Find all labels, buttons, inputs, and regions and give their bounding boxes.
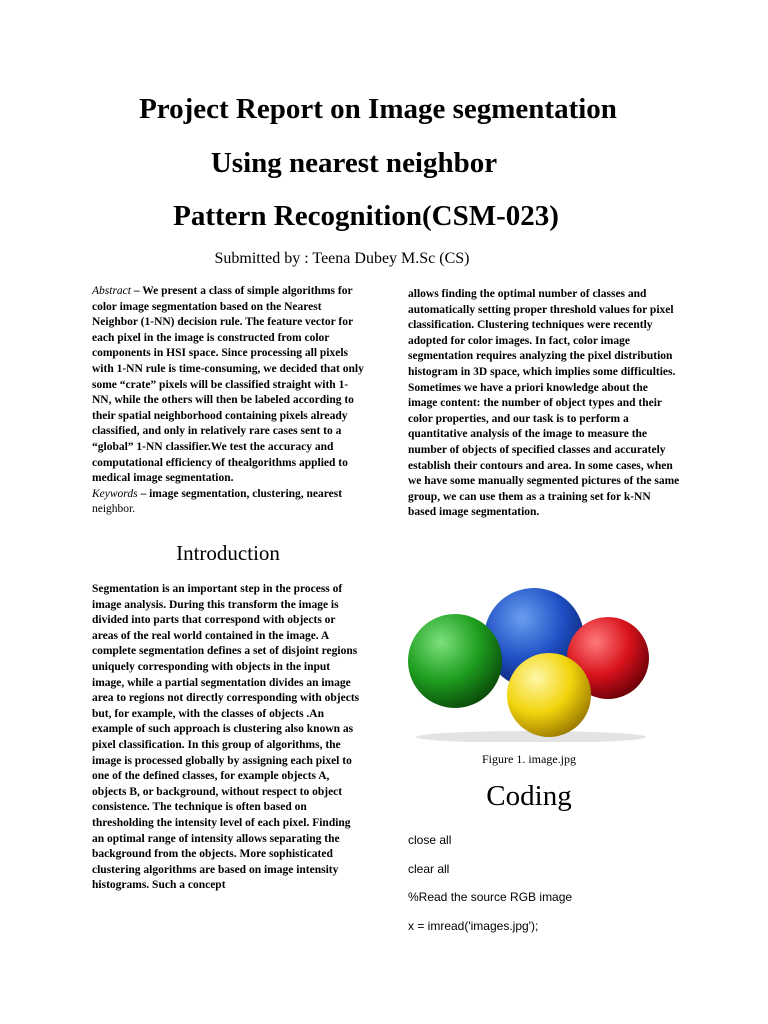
keywords-paragraph <box>92 487 364 518</box>
abstract-paragraph <box>92 284 364 487</box>
abstract-block <box>92 284 364 518</box>
coding-heading: Coding <box>486 780 572 812</box>
balls-illustration <box>406 582 652 742</box>
introduction-text: Segmentation is an important step in the process of image analysis. During this transform the image is divided into parts that correspond with objects or areas of the real world contained in the image. A complete segmentation defines a set of disjoint regions uniquely corresponding with objects in the input image, while a partial segmentation divides an image area to regions not directly corresponding with objects but, for example, with the classes of objects .An example of such approach is clustering also known as pixel classification. In this group of algorithms, the image is processed globally by assigning each pixel to one of the defined classes, for example objects A, objects B, or background, without respect to object consistence. The technique is often based on thresholding the intensity level of each pixel. Finding an optimal range of intensity allows separating the background from the objects. More sophisticated clustering algorithms are based on image intensity histograms. Such a concept <box>92 583 360 892</box>
code-line: close all <box>408 833 452 847</box>
abstract-text: – We present a class of simple algorithms for color image segmentation based on the Nearest Neighbor (1-NN) decision rule. The feature vector for each pixel in the image is constructed from color components in HSI space. Since processing all pixels with 1-NN rule is time-consuming, we decided that only some “crate” pixels will be classified straight with 1-NN, while the others will then be labeled according to their spatial neighborhood containing pixels already classified, and only in relatively rare cases sent to a “global” 1-NN classifier.We test the accuracy and computational efficiency of thealgorithms applied to medical image segmentation. <box>92 285 364 485</box>
keywords-tail: neighbor. <box>92 503 136 516</box>
title-line-2: Using nearest neighbor <box>210 147 498 179</box>
code-line: clear all <box>408 862 450 876</box>
code-line: %Read the source RGB image <box>408 890 573 904</box>
keywords-label: Keywords <box>92 487 138 500</box>
green-ball <box>408 614 502 708</box>
figure-image-balls <box>406 582 652 742</box>
keywords-text: – image segmentation, clustering, nearest <box>137 487 343 500</box>
right-column-text: allows finding the optimal number of classes and automatically setting proper threshold values for pixel classification. Clustering techniques were recently adopted for color images. In fact, color image segmentation requires analyzing the pixel distribution histogram in 3D space, which implies some difficulties. Sometimes we have a priori knowledge about the image content: the number of object types and their color properties, and our task is to perform a quantitative analysis of the image to measure the number of objects of specified classes and accurately establish their contours and area. In some cases, when we have some manually segmented pictures of the same group, we can use them as a training set for k-NN based image segmentation. <box>408 288 680 519</box>
code-line: x = imread('images.jpg'); <box>408 919 539 933</box>
title-line-3: Pattern Recognition(CSM-023) <box>173 200 559 232</box>
abstract-label: Abstract <box>92 285 131 297</box>
yellow-ball <box>507 653 591 737</box>
title-line-1: Project Report on Image segmentation <box>139 93 617 125</box>
figure-caption: Figure 1. image.jpg <box>482 752 576 766</box>
submitted-by: Submitted by : Teena Dubey M.Sc (CS) <box>214 250 470 267</box>
introduction-heading: Introduction <box>176 541 280 565</box>
